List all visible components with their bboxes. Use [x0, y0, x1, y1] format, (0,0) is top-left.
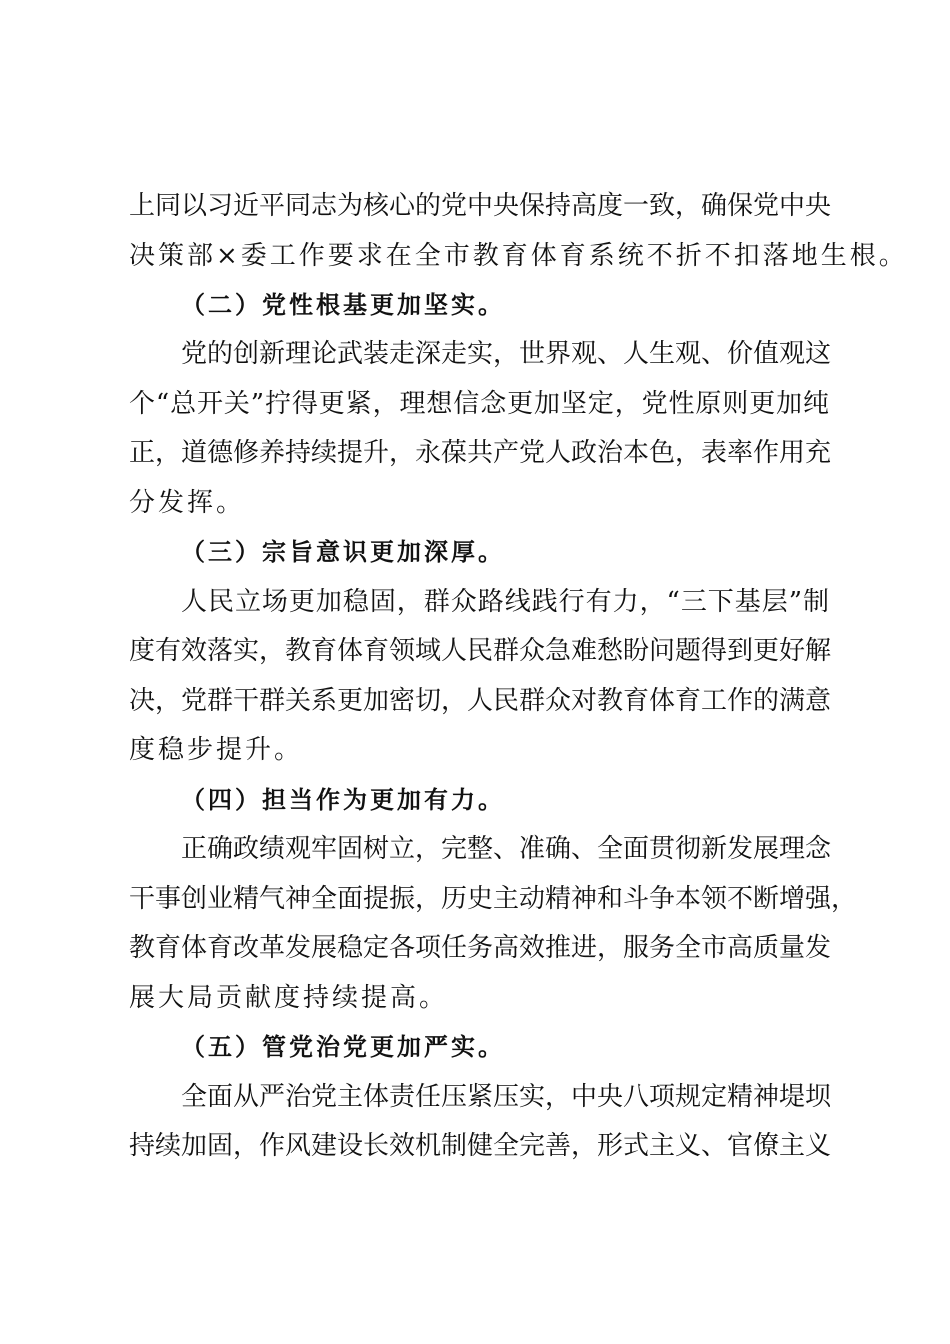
body-text-line: 决策部×委工作要求在全市教育体育系统不折不扣落地生根。: [129, 241, 908, 271]
section-heading: （五）管党治党更加严实。: [181, 1033, 505, 1061]
body-text-line: 党的创新理论武装走深走实，世界观、人生观、价值观这: [181, 339, 832, 369]
body-text-line: 正确政绩观牢固树立，完整、准确、全面贯彻新发展理念: [181, 834, 832, 864]
body-text-line: 干事创业精气神全面提振，历史主动精神和斗争本领不断增强，: [129, 884, 858, 914]
body-text-line: 持续加固，作风建设长效机制健全完善，形式主义、官僚主义: [129, 1131, 832, 1161]
body-text-line: 展大局贡献度持续提高。: [129, 983, 449, 1013]
body-text-line: 人民立场更加稳固，群众路线践行有力，“三下基层”制: [181, 587, 829, 617]
body-text-line: 教育体育改革发展稳定各项任务高效推进，服务全市高质量发: [129, 933, 832, 963]
body-text-line: 度有效落实，教育体育领域人民群众急难愁盼问题得到更好解: [129, 636, 832, 666]
section-heading: （二）党性根基更加坚实。: [181, 291, 505, 319]
body-text-line: 正，道德修养持续提升，永葆共产党人政治本色，表率作用充: [129, 438, 832, 468]
section-heading: （三）宗旨意识更加深厚。: [181, 538, 505, 566]
body-text-line: 上同以习近平同志为核心的党中央保持高度一致，确保党中央: [129, 191, 832, 221]
body-text-line: 度稳步提升。: [129, 735, 304, 765]
body-text-line: 决，党群干群关系更加密切，人民群众对教育体育工作的满意: [129, 686, 832, 716]
body-text-line: 个“总开关”拧得更紧，理想信念更加坚定，党性原则更加纯: [129, 389, 829, 419]
body-text-line: 分发挥。: [129, 488, 246, 518]
body-text-line: 全面从严治党主体责任压紧压实，中央八项规定精神堤坝: [181, 1082, 832, 1112]
section-heading: （四）担当作为更加有力。: [181, 786, 505, 814]
